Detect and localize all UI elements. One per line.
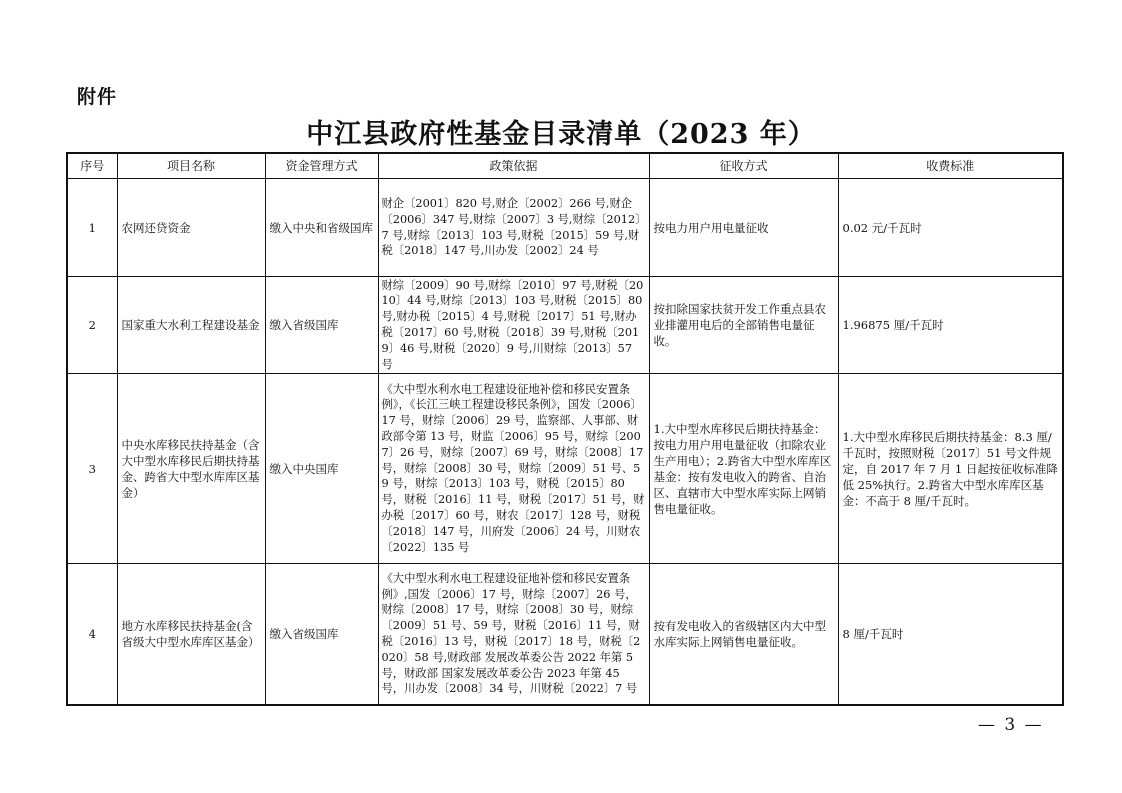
cell-no: 1 [67,179,117,277]
table-row [67,179,1063,277]
cell-management: 缴入中央和省级国库 [265,179,378,277]
page-number: — 3 — [978,715,1044,735]
cell-standard: 8 厘/千瓦时 [838,564,1063,706]
cell-standard: 1.96875 厘/千瓦时 [838,277,1063,374]
cell-policy: 财企〔2001〕820 号,财企〔2002〕266 号,财企〔2006〕347 号,财综〔2007〕3 号,财综〔2012〕7 号,财综〔2013〕103 号,财税〔2015〕59 号,财税〔2018〕147 号,川办发〔2002〕24 号 [378,179,649,277]
cell-name: 国家重大水利工程建设基金 [117,277,265,374]
table-row [67,564,1063,706]
cell-no: 2 [67,277,117,374]
cell-management: 缴入中央国库 [265,374,378,564]
col-header-no: 序号 [67,153,117,179]
col-header-standard: 收费标准 [838,153,1063,179]
cell-standard: 0.02 元/千瓦时 [838,179,1063,277]
fund-catalog-table [66,152,1064,706]
cell-name: 地方水库移民扶持基金(含省级大中型水库库区基金） [117,564,265,706]
col-header-management: 资金管理方式 [265,153,378,179]
cell-collection: 按扣除国家扶贫开发工作重点县农业排灌用电后的全部销售电量征收。 [649,277,838,374]
cell-management: 缴入省级国库 [265,564,378,706]
document-title: 中江县政府性基金目录清单（2023 年） [306,119,816,150]
cell-collection: 按有发电收入的省级辖区内大中型水库实际上网销售电量征收。 [649,564,838,706]
cell-policy: 财综〔2009〕90 号,财综〔2010〕97 号,财税〔2010〕44 号,财综〔2013〕103 号,财税〔2015〕80 号,财办税〔2015〕4 号,财税〔2017〕51 号,财办税〔2017〕60 号,财税〔2018〕39 号,财税〔2019〕46 号,财税〔2020〕9 号,川财综〔2013〕57 号 [378,277,649,374]
cell-collection: 1.大中型水库移民后期扶持基金：按电力用户用电量征收（扣除农业生产用电）；2.跨省大中型水库库区基金：按有发电收入的跨省、自治区、直辖市大中型水库实际上网销售电量征收。 [649,374,838,564]
col-header-policy: 政策依据 [378,153,649,179]
cell-management: 缴入省级国库 [265,277,378,374]
col-header-name: 项目名称 [117,153,265,179]
table-row [67,374,1063,564]
cell-collection: 按电力用户用电量征收 [649,179,838,277]
cell-name: 农网还贷资金 [117,179,265,277]
col-header-collection: 征收方式 [649,153,838,179]
cell-no: 4 [67,564,117,706]
attachment-label: 附件 [77,86,118,108]
cell-no: 3 [67,374,117,564]
table-row [67,277,1063,374]
cell-policy: 《大中型水利水电工程建设征地补偿和移民安置条例》，《长江三峡工程建设移民条例》，国发〔2006〕17 号，财综〔2006〕29 号，监察部、人事部、财政部令第 13 号，财监〔2006〕95 号，财综〔2007〕26 号，财综〔2007〕69 号，财综〔2008〕17 号，财综〔2008〕30 号，财综〔2009〕51 号、59 号，财综〔2013〕103 号，财税〔2015〕80 号，财税〔2016〕11 号，财税〔2017〕51 号，财办税〔2017〕60 号，财农〔2017〕128 号，财税〔2018〕147 号，川府发〔2006〕24 号，川财农〔2022〕135 号 [378,374,649,564]
cell-standard: 1.大中型水库移民后期扶持基金：8.3 厘/千瓦时，按照财税〔2017〕51 号文件规定，自 2017 年 7 月 1 日起按征收标准降低 25%执行。2.跨省大中型水库库区基金：不高于 8 厘/千瓦时。 [838,374,1063,564]
table-header-row [67,153,1063,179]
cell-policy: 《大中型水利水电工程建设征地补偿和移民安置条例》,国发〔2006〕17 号，财综〔2007〕26 号，财综〔2008〕17 号，财综〔2008〕30 号，财综〔2009〕51 号、59 号，财税〔2016〕11 号，财税〔2016〕13 号，财税〔2017〕18 号，财税〔2020〕58 号,财政部 发展改革委公告 2022 年第 5 号，财政部 国家发展改革委公告 2023 年第 45 号，川办发〔2008〕34 号，川财税〔2022〕7 号 [378,564,649,706]
cell-name: 中央水库移民扶持基金（含大中型水库移民后期扶持基金、跨省大中型水库库区基金） [117,374,265,564]
